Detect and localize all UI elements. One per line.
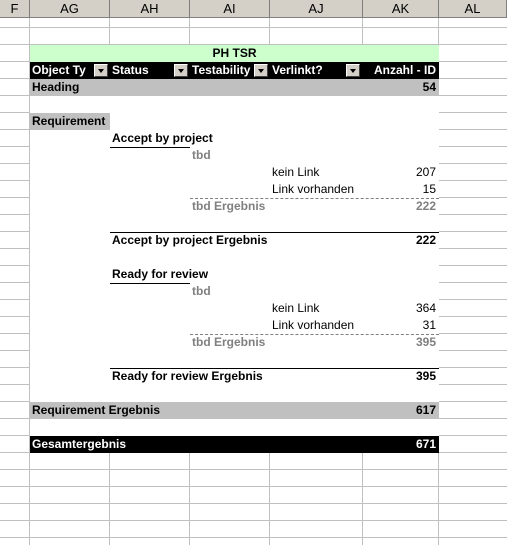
column-header-f[interactable]: F xyxy=(0,0,30,18)
accept-ergebnis-value[interactable]: 222 xyxy=(415,233,436,247)
header-status: Status xyxy=(112,63,149,77)
grid-line xyxy=(0,537,507,538)
header-object-type: Object Ty xyxy=(32,63,86,77)
ready-ergebnis-value[interactable]: 395 xyxy=(415,369,436,383)
column-header-ak[interactable]: AK xyxy=(363,0,439,18)
requirement-label[interactable]: Requirement xyxy=(32,114,106,128)
underline xyxy=(110,283,190,284)
ready-kein-link-label[interactable]: kein Link xyxy=(272,301,320,315)
accept-kein-link-value[interactable]: 207 xyxy=(415,165,436,179)
header-anzahl: Anzahl - ID xyxy=(374,63,436,77)
accept-tbd-label[interactable]: tbd xyxy=(192,148,211,162)
ready-kein-link-value[interactable]: 364 xyxy=(415,301,436,315)
object-type-filter-dropdown[interactable] xyxy=(94,64,108,77)
accept-ergebnis-label[interactable]: Accept by project Ergebnis xyxy=(112,233,268,247)
grid-line xyxy=(0,486,507,487)
ready-link-vorhanden-label[interactable]: Link vorhanden xyxy=(272,318,355,332)
grand-total-label[interactable]: Gesamtergebnis xyxy=(32,437,127,451)
heading-value[interactable]: 54 xyxy=(422,80,436,94)
ready-link-vorhanden-value[interactable]: 31 xyxy=(422,318,436,332)
accept-tbd-ergebnis-label[interactable]: tbd Ergebnis xyxy=(192,199,266,213)
ready-status-label[interactable]: Ready for review xyxy=(112,267,209,281)
heading-label[interactable]: Heading xyxy=(32,80,80,94)
grid-line xyxy=(0,27,507,28)
ready-tbd-ergebnis-label[interactable]: tbd Ergebnis xyxy=(192,335,266,349)
grid-line xyxy=(0,503,507,504)
verlinkt-filter-dropdown[interactable] xyxy=(346,64,360,77)
ready-tbd-label[interactable]: tbd xyxy=(192,284,211,298)
column-header-ah[interactable]: AH xyxy=(110,0,190,18)
status-filter-dropdown[interactable] xyxy=(174,64,188,77)
header-verlinkt: Verlinkt? xyxy=(272,63,323,77)
testability-filter-dropdown[interactable] xyxy=(254,64,268,77)
requirement-ergebnis-label[interactable]: Requirement Ergebnis xyxy=(32,403,161,417)
accept-status-label[interactable]: Accept by project xyxy=(112,131,213,145)
requirement-ergebnis-value[interactable]: 617 xyxy=(415,403,436,417)
column-header-aj[interactable]: AJ xyxy=(270,0,363,18)
header-testability: Testability xyxy=(192,63,251,77)
column-header-al[interactable]: AL xyxy=(439,0,507,18)
ready-tbd-ergebnis-value[interactable]: 395 xyxy=(415,335,436,349)
column-header-ag[interactable]: AG xyxy=(30,0,110,18)
ready-ergebnis-label[interactable]: Ready for review Ergebnis xyxy=(112,369,263,383)
grand-total-value[interactable]: 671 xyxy=(415,437,436,451)
accept-tbd-ergebnis-value[interactable]: 222 xyxy=(415,199,436,213)
grid-line xyxy=(0,520,507,521)
pivot-title: PH TSR xyxy=(212,46,257,60)
grid-line xyxy=(0,469,507,470)
accept-link-vorhanden-label[interactable]: Link vorhanden xyxy=(272,182,355,196)
accept-link-vorhanden-value[interactable]: 15 xyxy=(422,182,436,196)
underline xyxy=(110,147,190,148)
column-header-ai[interactable]: AI xyxy=(190,0,270,18)
accept-kein-link-label[interactable]: kein Link xyxy=(272,165,320,179)
